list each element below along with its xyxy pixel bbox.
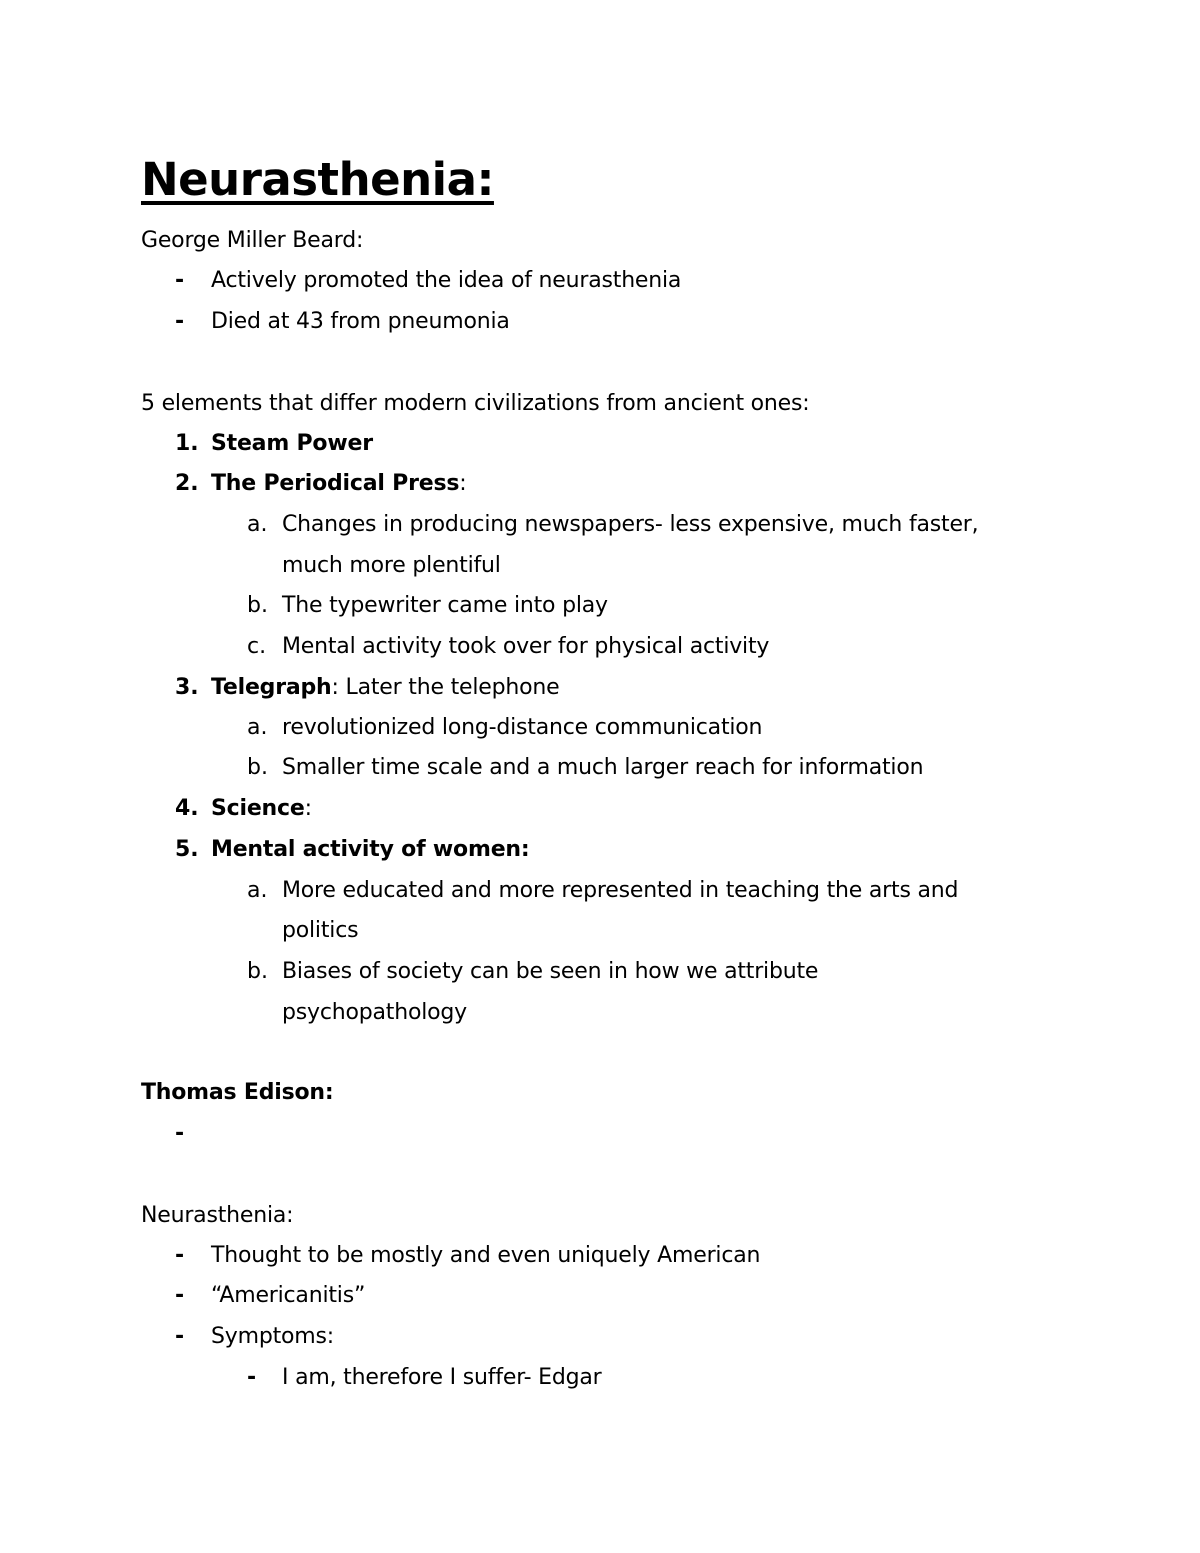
list-letter: c.	[247, 634, 267, 659]
list-number: 4.	[175, 796, 199, 821]
sub-list-item: The typewriter came into play	[282, 593, 608, 618]
sub-list-item: More educated and more represented in teaching the arts and	[282, 878, 959, 903]
list-letter: b.	[247, 593, 268, 618]
sub-list-item: Changes in producing newspapers- less expensive, much faster,	[282, 512, 979, 537]
section-heading-neurasthenia: Neurasthenia:	[141, 1203, 294, 1228]
list-item-label: Steam Power	[211, 431, 373, 456]
list-letter: a.	[247, 878, 268, 903]
list-item: Symptoms:	[211, 1324, 334, 1349]
section-heading-edison: Thomas Edison:	[141, 1080, 334, 1105]
list-item-suffix: :	[459, 471, 467, 496]
list-letter: b.	[247, 959, 268, 984]
list-letter: a.	[247, 512, 268, 537]
list-number: 1.	[175, 431, 199, 456]
list-item-suffix: :	[304, 796, 312, 821]
bullet-dash: -	[175, 268, 185, 293]
list-number: 2.	[175, 471, 199, 496]
list-item-label: Mental activity of women:	[211, 837, 530, 862]
sub-list-item: Smaller time scale and a much larger reach for information	[282, 755, 924, 780]
list-item	[211, 794, 312, 824]
bullet-dash: -	[175, 1243, 185, 1268]
list-item-label: Telegraph	[211, 675, 332, 700]
list-item-label: The Periodical Press	[211, 471, 460, 496]
list-number: 3.	[175, 675, 199, 700]
bullet-dash: -	[175, 1121, 185, 1146]
list-letter: b.	[247, 755, 268, 780]
list-item: Actively promoted the idea of neurasthenia	[211, 268, 682, 293]
bullet-dash: -	[175, 1283, 185, 1308]
sub-list-item: Mental activity took over for physical activity	[282, 634, 770, 659]
section-heading-elements: 5 elements that differ modern civilizations from ancient ones:	[141, 391, 810, 416]
page-title: Neurasthenia:	[141, 153, 494, 206]
sub-list-item-continuation: psychopathology	[282, 1000, 467, 1025]
sub-list-item-continuation: much more plentiful	[282, 553, 501, 578]
list-item: Died at 43 from pneumonia	[211, 309, 510, 334]
sub-list-item: I am, therefore I suffer- Edgar	[282, 1365, 602, 1390]
list-item	[211, 429, 373, 459]
bullet-dash: -	[175, 1324, 185, 1349]
list-letter: a.	[247, 715, 268, 740]
list-item	[211, 673, 559, 703]
list-item	[211, 469, 466, 499]
list-item: Thought to be mostly and even uniquely American	[211, 1243, 761, 1268]
list-item	[211, 835, 529, 865]
sub-list-item-continuation: politics	[282, 918, 359, 943]
sub-list-item: Biases of society can be seen in how we attribute	[282, 959, 819, 984]
list-item-label: Science	[211, 796, 305, 821]
sub-list-item: revolutionized long-distance communication	[282, 715, 763, 740]
bullet-dash: -	[175, 309, 185, 334]
list-number: 5.	[175, 837, 199, 862]
section-heading-beard: George Miller Beard:	[141, 228, 364, 253]
list-item: “Americanitis”	[211, 1283, 366, 1308]
bullet-dash: -	[247, 1365, 257, 1390]
list-item-suffix: : Later the telephone	[331, 675, 560, 700]
